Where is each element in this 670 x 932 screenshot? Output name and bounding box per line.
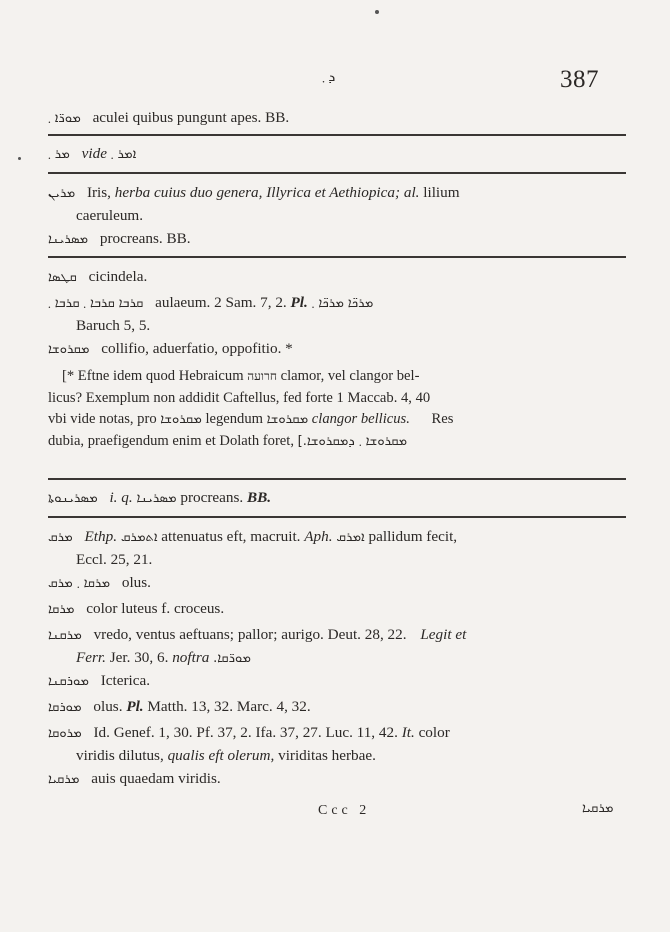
syriac-headword: ܩܪܒܐ ܂ — [48, 296, 80, 311]
entry-text: procreans. — [180, 489, 244, 506]
syriac-headword: ܩܪܒܐ — [118, 296, 144, 311]
entry-text: color — [418, 724, 450, 741]
entry-text: color luteus f. croceus. — [86, 600, 225, 617]
entry-text: Id. Genef. 1, 30. Pf. 37, 2. Ifa. 37, 27. Luc. 11, 42. — [93, 724, 398, 741]
note-text: Res — [431, 411, 454, 427]
entry-id-genes — [48, 722, 628, 767]
catchword — [582, 801, 613, 817]
syriac-headword: ܡܣܪܝܢܐ — [48, 232, 89, 247]
entry-text: attenuatus eft, macruit. — [161, 528, 301, 545]
note-line — [48, 431, 633, 453]
entry-olus-pl — [48, 696, 628, 719]
note-line — [48, 366, 633, 388]
note-text: clamor, vel clangor bel- — [280, 368, 420, 384]
syriac-ref: ܐܬܡܪܩ — [120, 530, 158, 545]
syriac-headword: ܡܣܪܝܢܘܬܐ — [48, 491, 98, 506]
entry-text-italic: Legit et — [420, 626, 467, 643]
entry-auis — [48, 768, 628, 791]
syriac-headword: ܡܪ ܂ — [48, 147, 70, 162]
syriac-headword: ܡܪܩܐ — [48, 602, 75, 617]
entry-text-italic: al. — [403, 184, 420, 201]
syriac-headword: ܡܪܝܢ — [48, 186, 76, 201]
entry-text: aculei quibus pungunt apes. BB. — [92, 109, 290, 126]
note-line — [48, 409, 633, 431]
note-text: licus? Exemplum non addidit Caftellus, fed forte 1 Maccab. 4, 40 — [48, 389, 431, 406]
note-text: vbi vide notas, pro — [48, 411, 157, 427]
entry-text-italic: herba cuius duo genera, Illyrica et Aethiopica; — [114, 184, 401, 201]
separator-rule — [48, 172, 626, 174]
syriac-headword: ܡܩܪܘܫܐ — [48, 342, 90, 357]
syriac-headword: ܡܘܪ̈ܐ ܂ — [48, 111, 81, 126]
catchword-syriac: ܡܪܩܝܐ — [582, 801, 614, 816]
entry-continuation: Baruch 5, 5. — [76, 317, 151, 334]
syriac-word: ܡܩܪܘܫܐ ܂ ܕܡܩܪܘܫܐ.] — [297, 433, 408, 449]
syriac-ref: ܐܡܪܩ — [336, 530, 365, 545]
syriac-headword: ܡܪܩܢܐ — [48, 628, 82, 643]
separator-rule — [48, 478, 626, 480]
signature-mark: Ccc 2 — [318, 803, 371, 818]
entry-text: Jer. 30, 6. — [109, 649, 169, 666]
syriac-headword: ܡܘܪܩܐ — [48, 700, 82, 715]
entry-text: lilium — [423, 184, 460, 201]
note-text: dubia, praefigendum enim et Dolath foret, — [48, 432, 294, 449]
editorial-note — [48, 366, 633, 452]
entry-text: Iris, — [86, 184, 111, 201]
entry-continuation — [48, 745, 628, 767]
page-number: 387 — [560, 66, 599, 93]
entry-text: collifio, aduerfatio, oppofitio. * — [101, 340, 293, 357]
entry-continuation — [48, 647, 628, 670]
entry-procreans — [48, 228, 628, 251]
entry-aculei — [48, 107, 628, 130]
entry-text: cicindela. — [88, 268, 148, 285]
source-abbrev: BB. — [246, 489, 272, 506]
syriac-ref: ܡܣܪܝܢܐ — [136, 491, 177, 506]
note-line — [48, 388, 633, 410]
separator-rule — [48, 134, 626, 136]
syriac-headword: ܩܛܣܐ — [48, 270, 77, 285]
entry-text: olus. — [121, 574, 151, 591]
entry-olus — [48, 572, 628, 595]
entry-ethp — [48, 526, 628, 571]
entry-text: Icterica. — [100, 672, 151, 689]
entry-text: aulaeum. 2 Sam. 7, 2. — [155, 294, 287, 311]
entry-iris — [48, 182, 628, 227]
entry-text-italic: Ferr. — [76, 649, 106, 666]
entry-text-italic: Aph. — [304, 528, 333, 545]
entry-icterica — [48, 670, 628, 693]
syriac-headword: ܡܪܩ — [48, 530, 73, 545]
syriac-ref: ܡܘܪ̈ܩܐ. — [213, 651, 251, 666]
entry-vredo — [48, 624, 628, 670]
ink-speck — [18, 157, 21, 160]
note-text: legendum — [205, 411, 263, 427]
note-text: [* Eftne idem quod Hebraicum — [62, 368, 244, 384]
note-italic: clangor bellicus. — [311, 411, 410, 427]
entry-text: vide — [81, 145, 107, 162]
syriac-headword: ܡܘܪܩܢܐ — [48, 674, 89, 689]
entry-text-italic: qualis eft olerum, — [167, 747, 275, 764]
entry-continuation: caeruleum. — [76, 207, 144, 224]
entry-text: auis quaedam viridis. — [91, 770, 221, 787]
entry-color-luteus — [48, 598, 628, 621]
ink-speck — [375, 10, 379, 14]
entry-text: viridis dilutus, — [76, 747, 164, 764]
entry-text-italic: i. q. — [109, 489, 133, 506]
entry-collisio — [48, 338, 628, 361]
entry-aulaeum — [48, 292, 628, 337]
syriac-plural: ܡܪܟ̈ܐ — [347, 296, 374, 311]
entry-text-italic: noftra — [172, 649, 210, 666]
syriac-headword: ܩܪܒܐ ܂ — [83, 296, 115, 311]
entry-text: Matth. 13, 32. Marc. 4, 32. — [147, 698, 311, 715]
separator-rule — [48, 256, 626, 258]
entry-text: viriditas herbae. — [278, 747, 376, 764]
syriac-headword: ܡܪܩܐ ܂ ܡܪܩ — [48, 576, 111, 591]
syriac-plural: ܡܪܟ̈ܐ ܂ — [311, 296, 344, 311]
hebrew-word: חרועה — [247, 369, 277, 383]
entry-text: pallidum fecit, — [368, 528, 458, 545]
entry-text-italic: Ethp. — [84, 528, 118, 545]
syriac-ref: ܐܡܪ ܂ — [110, 147, 137, 162]
syriac-headword: ܡܪܘܩܐ — [48, 726, 82, 741]
syriac-word: ܡܩܪܘܫܐ — [266, 412, 309, 427]
separator-rule — [48, 516, 626, 518]
syriac-headword: ܡܪܩܝܐ — [48, 772, 80, 787]
entry-text: procreans. BB. — [99, 230, 191, 247]
entry-text-italic: It. — [401, 724, 415, 741]
entry-iq — [48, 487, 628, 510]
plural-marker: Pl. — [126, 698, 144, 715]
entry-vide — [48, 143, 628, 166]
entry-cicindela — [48, 266, 628, 289]
syriac-word: ܡܩܪܘܫܐ — [160, 412, 202, 427]
plural-marker: Pl. — [290, 294, 308, 311]
entry-continuation: Eccl. 25, 21. — [76, 551, 153, 568]
entry-text: vredo, ventus aeftuans; pallor; aurigo. Deut. 28, 22. — [93, 626, 407, 643]
entry-text: olus. — [93, 698, 123, 715]
running-head: ܕ ܂ — [322, 70, 336, 85]
